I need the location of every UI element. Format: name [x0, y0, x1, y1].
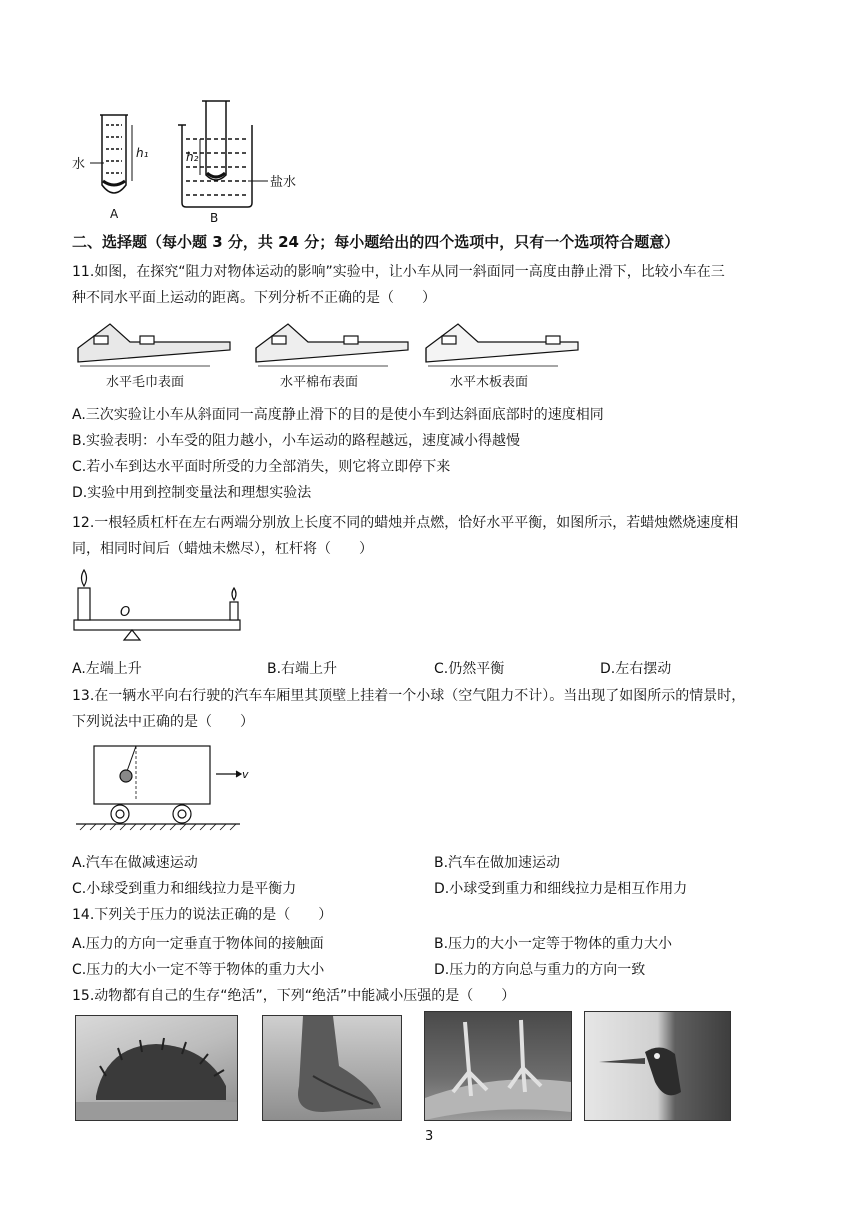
wheel-right [173, 805, 191, 823]
pivot-label: O [120, 605, 131, 620]
figure-lever [70, 566, 250, 650]
q12-option-d: D.左右摆动 [600, 661, 672, 677]
q11-option-d: D.实验中用到控制变量法和理想实验法 [72, 485, 312, 501]
q13-stem-line1: 13.在一辆水平向右行驶的汽车车厢里其顶壁上挂着一个小球（空气阻力不计）。当出现了如图所示的情景时， [72, 688, 746, 704]
photo-camel-foot [262, 1015, 402, 1121]
surface-label-towel: 水平毛巾表面 [106, 375, 185, 390]
q13-option-a: A.汽车在做减速运动 [72, 855, 198, 871]
photo-woodpecker [584, 1011, 731, 1121]
label-h1: h₁ [136, 146, 149, 160]
surface-label-wood: 水平木板表面 [450, 375, 529, 390]
label-h2: h₂ [186, 150, 199, 164]
candle-left [78, 588, 90, 620]
q13-option-c: C.小球受到重力和细线拉力是平衡力 [72, 881, 297, 897]
q14-option-a: A.压力的方向一定垂直于物体间的接触面 [72, 936, 324, 952]
q12-option-b: B.右端上升 [267, 661, 338, 677]
page-number: 3 [425, 1129, 434, 1144]
q11-option-b: B.实验表明：小车受的阻力越小，小车运动的路程越远，速度减小得越慢 [72, 433, 521, 449]
q11-option-a: A.三次实验让小车从斜面同一高度静止滑下的目的是使小车到达斜面底部时的速度相同 [72, 407, 604, 423]
wheel-left [111, 805, 129, 823]
q11-stem-line2: 种不同水平面上运动的距离。下列分析不正确的是（ ） [72, 290, 436, 306]
ramp-towel [78, 324, 230, 366]
label-b: B [210, 211, 219, 225]
figure-tubes [70, 95, 300, 225]
photo-echidna [75, 1015, 238, 1121]
q11-option-c: C.若小车到达水平面时所受的力全部消失，则它将立即停下来 [72, 459, 451, 475]
velocity-label: v [242, 768, 249, 781]
q14-stem: 14.下列关于压力的说法正确的是（ ） [72, 907, 333, 923]
surface-label-cotton: 水平棉布表面 [280, 375, 359, 390]
ramp-cotton [256, 324, 408, 366]
q15-stem: 15.动物都有自己的生存“绝活”，下列“绝活”中能减小压强的是（ ） [72, 988, 516, 1004]
q14-option-d: D.压力的方向总与重力的方向一致 [434, 962, 646, 978]
q14-option-c: C.压力的大小一定不等于物体的重力大小 [72, 962, 325, 978]
q13-stem-line2: 下列说法中正确的是（ ） [72, 714, 254, 730]
ramp-wood [426, 324, 578, 366]
figure-ramps [70, 318, 580, 398]
q14-option-b: B.压力的大小一定等于物体的重力大小 [434, 936, 673, 952]
q11-stem-line1: 11.如图，在探究“阻力对物体运动的影响”实验中，让小车从同一斜面同一高度由静止滑下，比较小车在三 [72, 264, 725, 280]
q13-option-b: B.汽车在做加速运动 [434, 855, 561, 871]
ball [120, 770, 132, 782]
label-saltwater: 盐水 [270, 175, 297, 190]
lever-bar [74, 620, 240, 630]
photo-bird-claws [424, 1011, 572, 1121]
q12-option-a: A.左端上升 [72, 661, 142, 677]
figure-car [70, 740, 250, 840]
label-water: 水 [72, 157, 86, 172]
section-heading: 二、选择题（每小题 3 分，共 24 分；每小题给出的四个选项中，只有一个选项符合题意） [72, 233, 680, 251]
q12-stem-line1: 12.一根轻质杠杆在左右两端分别放上长度不同的蜡烛并点燃，恰好水平平衡，如图所示，若蜡烛燃烧速度相 [72, 515, 739, 531]
q12-stem-line2: 同，相同时间后（蜡烛未燃尽），杠杆将（ ） [72, 541, 373, 557]
car-body [94, 746, 210, 804]
candle-right [230, 602, 238, 620]
label-a: A [110, 207, 119, 221]
tube-a [90, 115, 132, 193]
q12-option-c: C.仍然平衡 [434, 661, 505, 677]
q13-option-d: D.小球受到重力和细线拉力是相互作用力 [434, 881, 688, 897]
pivot [124, 630, 140, 640]
